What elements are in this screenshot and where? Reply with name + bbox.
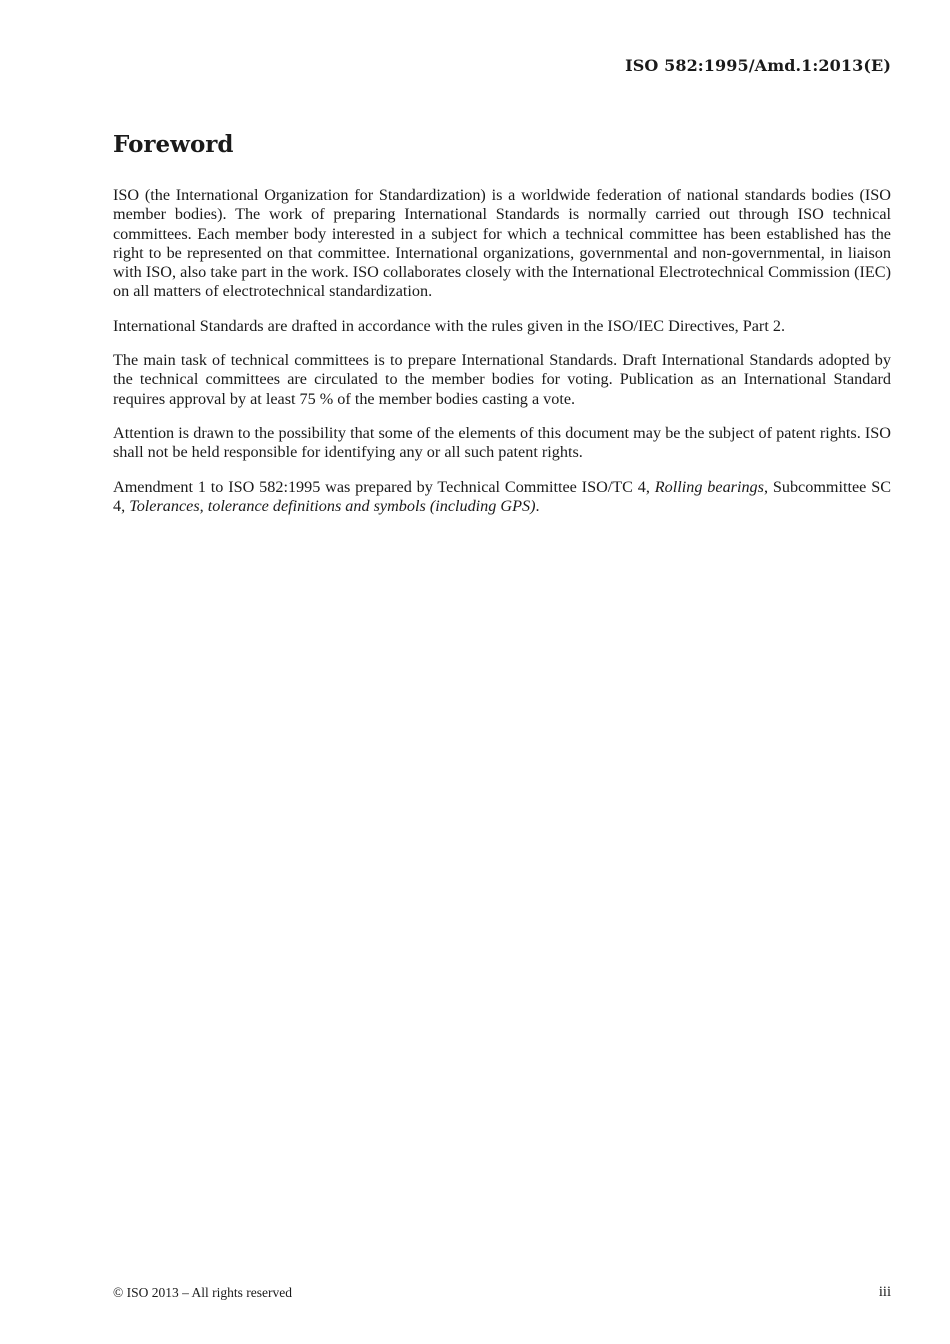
paragraph-patent-notice: Attention is drawn to the possibility that some of the elements of this document may be the subject of patent rights. ISO shall not be held responsible for identifying any or all such patent rights. (113, 423, 891, 462)
amendment-text-1: Amendment 1 to ISO 582:1995 was prepared by Technical Committee ISO/TC 4, (113, 477, 655, 496)
subcommittee-name: Tolerances, tolerance definitions and symbols (including GPS) (129, 496, 536, 515)
section-title: Foreword (113, 131, 234, 158)
paragraph-amendment (113, 478, 891, 517)
amendment-text-2: , Subcommittee SC 4, (113, 477, 891, 515)
paragraph-iso-overview: ISO (the International Organization for Standardization) is a worldwide federation of national standards bodies (ISO member bodies). The work of preparing International Standards is normally carried out through ISO technical committees. Each member body interested in a subject for which a technical committee has been established has the right to be represented on that committee. International organizations, governmental and non-governmental, in liaison with ISO, also take part in the work. ISO collaborates closely with the International Electrotechnical Commission (IEC) on all matters of electrotechnical standardization. (113, 186, 891, 301)
paragraph-committee-task: The main task of technical committees is to prepare International Standards. Draft International Standards adopted by the technical committees are circulated to the member bodies for voting. Publication as an International Standard requires approval by at least 75 % of the member bodies casting a vote. (113, 351, 891, 408)
amendment-text-3: . (535, 496, 540, 515)
page-number: iii (878, 1284, 891, 1300)
copyright-notice: © ISO 2013 – All rights reserved (113, 1285, 292, 1300)
document-identifier: ISO 582:1995/Amd.1:2013(E) (625, 56, 891, 75)
foreword-body (113, 186, 891, 531)
paragraph-drafting-rules: International Standards are drafted in accordance with the rules given in the ISO/IEC Directives, Part 2. (113, 316, 786, 335)
committee-name: Rolling bearings (654, 477, 764, 496)
